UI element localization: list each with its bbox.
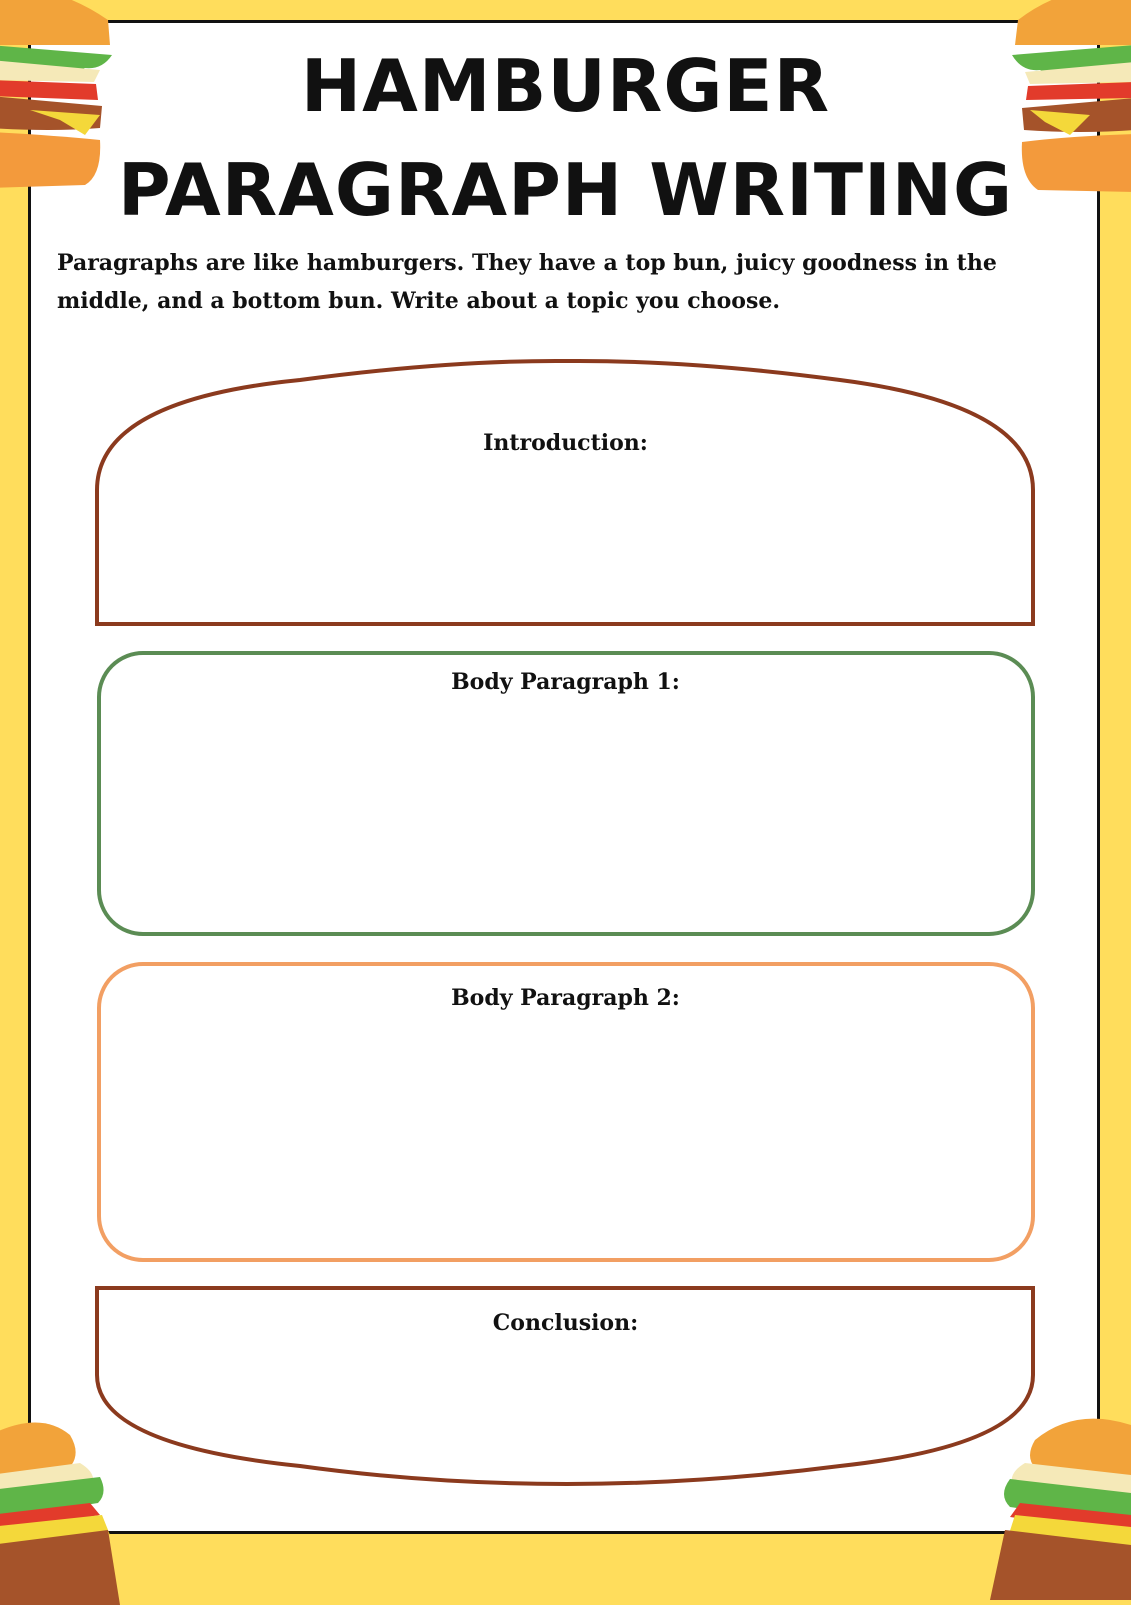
body-paragraph-1-label: Body Paragraph 1: [451,669,680,695]
title-line-1: HAMBURGER [300,44,831,128]
instructions-text: Paragraphs are like hamburgers. They have a top bun, juicy goodness in the middle, and a bottom bun. Write about a topic you choose. [57,250,997,314]
conclusion-label: Conclusion: [492,1310,639,1336]
title-line-2: PARAGRAPH WRITING [117,148,1014,232]
introduction-label: Introduction: [483,430,648,456]
body-paragraph-2-label: Body Paragraph 2: [451,985,680,1011]
